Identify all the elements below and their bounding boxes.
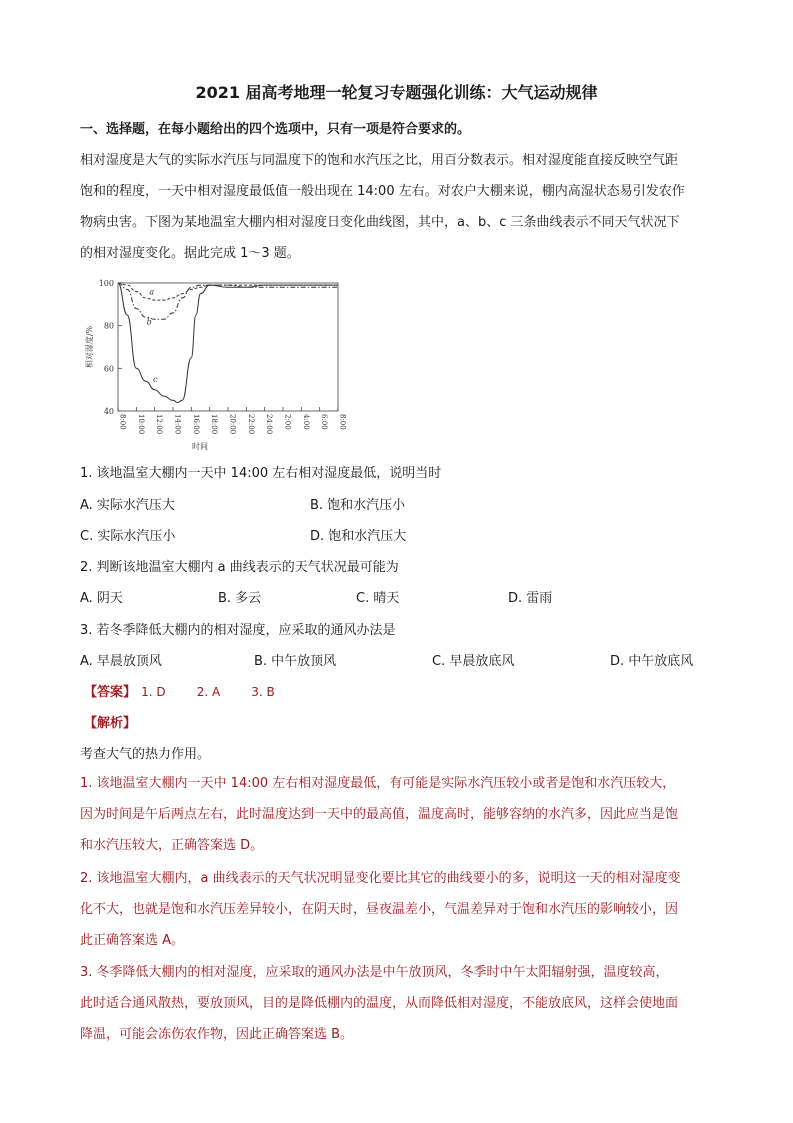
x-axis-label: 时间 <box>192 442 208 451</box>
x-tick-label: 4:00 <box>301 414 310 430</box>
question-3-option[interactable]: A. 早晨放顶风 <box>80 654 162 669</box>
x-tick-label: 2:00 <box>283 414 292 430</box>
explanation-3 <box>80 957 720 1050</box>
y-tick-label: 60 <box>103 364 114 374</box>
explanation-line: 此正确答案选 A。 <box>80 933 185 948</box>
x-tick-label: 16:00 <box>191 414 200 435</box>
document-title: 2021 届高考地理一轮复习专题强化训练：大气运动规律 <box>195 83 598 102</box>
plot-frame <box>118 283 338 411</box>
question-2-stem: 2. 判断该地温室大棚内 a 曲线表示的天气状况最可能为 <box>80 560 399 575</box>
x-tick-label: 6:00 <box>320 414 329 430</box>
question-1-option[interactable]: B. 饱和水汽压小 <box>310 498 406 513</box>
question-3-option[interactable]: D. 中午放底风 <box>610 654 694 669</box>
x-tick-label: 24:00 <box>265 414 274 435</box>
x-tick-label: 22:00 <box>246 414 255 435</box>
explanation-line: 此时适合通风散热，要放顶风，目的是降低棚内的温度，从而降低相对湿度，不能放底风，这样会使地面 <box>80 996 679 1011</box>
y-tick-label: 40 <box>103 407 114 416</box>
explanation-line: 3. 冬季降低大棚内的相对湿度，应采取的通风办法是中午放顶风，冬季时中午太阳辐射强，温度较高， <box>80 965 669 980</box>
intro-line: 饱和的程度，一天中相对湿度最低值一般出现在 14:00 左右。对农户大棚来说，棚内高湿状态易引发农作 <box>80 184 685 199</box>
answer-item: 3. B <box>251 685 275 699</box>
intro-line: 物病虫害。下图为某地温室大棚内相对湿度日变化曲线图，其中，a、b、c 三条曲线表示不同天气状况下 <box>80 215 680 230</box>
explanation-2 <box>80 863 720 956</box>
series-line-c <box>118 283 338 403</box>
humidity-chart <box>80 270 350 455</box>
x-tick-label: 14:00 <box>173 414 182 435</box>
answer-item: 2. A <box>196 685 221 699</box>
explanation-line: 2. 该地温室大棚内，a 曲线表示的天气状况明显变化要比其它的曲线要小的多，说明这一天的相对湿度变 <box>80 871 681 886</box>
question-1-option[interactable]: C. 实际水汽压小 <box>80 529 176 544</box>
answer-item: 1. D <box>141 685 166 699</box>
series-label-a: a <box>149 287 155 297</box>
section-heading: 一、选择题，在每小题给出的四个选项中，只有一项是符合要求的。 <box>80 122 471 137</box>
analysis-summary: 考查大气的热力作用。 <box>80 747 211 762</box>
explanation-line: 因为时间是午后两点左右，此时温度达到一天中的最高值，温度高时，能够容纳的水汽多，因此应当是饱 <box>80 807 679 822</box>
x-tick-label: 20:00 <box>228 414 237 435</box>
chart-axes <box>118 283 338 411</box>
x-tick-label: 8:00 <box>118 414 127 430</box>
x-tick-label: 8:00 <box>338 414 347 430</box>
y-tick-label: 100 <box>98 279 114 288</box>
x-tick-label: 12:00 <box>155 414 164 435</box>
explanation-line: 1. 该地温室大棚内一天中 14:00 左右相对湿度最低，有可能是实际水汽压较小或者是饱和水汽压较大， <box>80 776 676 791</box>
question-2-option[interactable]: D. 雷雨 <box>508 591 553 606</box>
series-label-b: b <box>146 317 152 327</box>
intro-line: 相对湿度是大气的实际水汽压与同温度下的饱和水汽压之比，用百分数表示。相对湿度能直接反映空气距 <box>80 153 679 168</box>
y-tick-label: 80 <box>103 321 114 331</box>
question-2-option[interactable]: A. 阴天 <box>80 591 123 606</box>
question-3-option[interactable]: B. 中午放顶风 <box>254 654 337 669</box>
explanation-line: 化不大，也就是饱和水汽压差异较小，在阴天时，昼夜温差小，气温差异对于饱和水汽压的影响较小，因 <box>80 902 679 917</box>
question-1-stem: 1. 该地温室大棚内一天中 14:00 左右相对湿度最低，说明当时 <box>80 466 442 481</box>
series-label-c: c <box>153 375 158 384</box>
explanation-1 <box>80 768 720 861</box>
explanation-line: 降温，可能会冻伤农作物，因此正确答案选 B。 <box>80 1027 354 1042</box>
intro-paragraph <box>80 145 720 269</box>
answer-line <box>84 681 275 700</box>
question-2-option[interactable]: B. 多云 <box>218 591 262 606</box>
question-1-option[interactable]: D. 饱和水汽压大 <box>310 529 407 544</box>
explanation-line: 和水汽压较大，正确答案选 D。 <box>80 838 264 853</box>
analysis-label: 【解析】 <box>84 716 137 731</box>
x-tick-label: 10:00 <box>136 414 145 435</box>
chart-series <box>118 283 338 403</box>
y-axis-label: 相对湿度/% <box>85 325 94 369</box>
question-3-option[interactable]: C. 早晨放底风 <box>432 654 515 669</box>
question-1-option[interactable]: A. 实际水汽压大 <box>80 498 175 513</box>
question-2-option[interactable]: C. 晴天 <box>356 591 400 606</box>
intro-line: 的相对湿度变化。据此完成 1～3 题。 <box>80 246 300 261</box>
answer-label: 【答案】 <box>84 685 137 700</box>
x-tick-label: 18:00 <box>210 414 219 435</box>
question-3-stem: 3. 若冬季降低大棚内的相对湿度，应采取的通风办法是 <box>80 623 396 638</box>
